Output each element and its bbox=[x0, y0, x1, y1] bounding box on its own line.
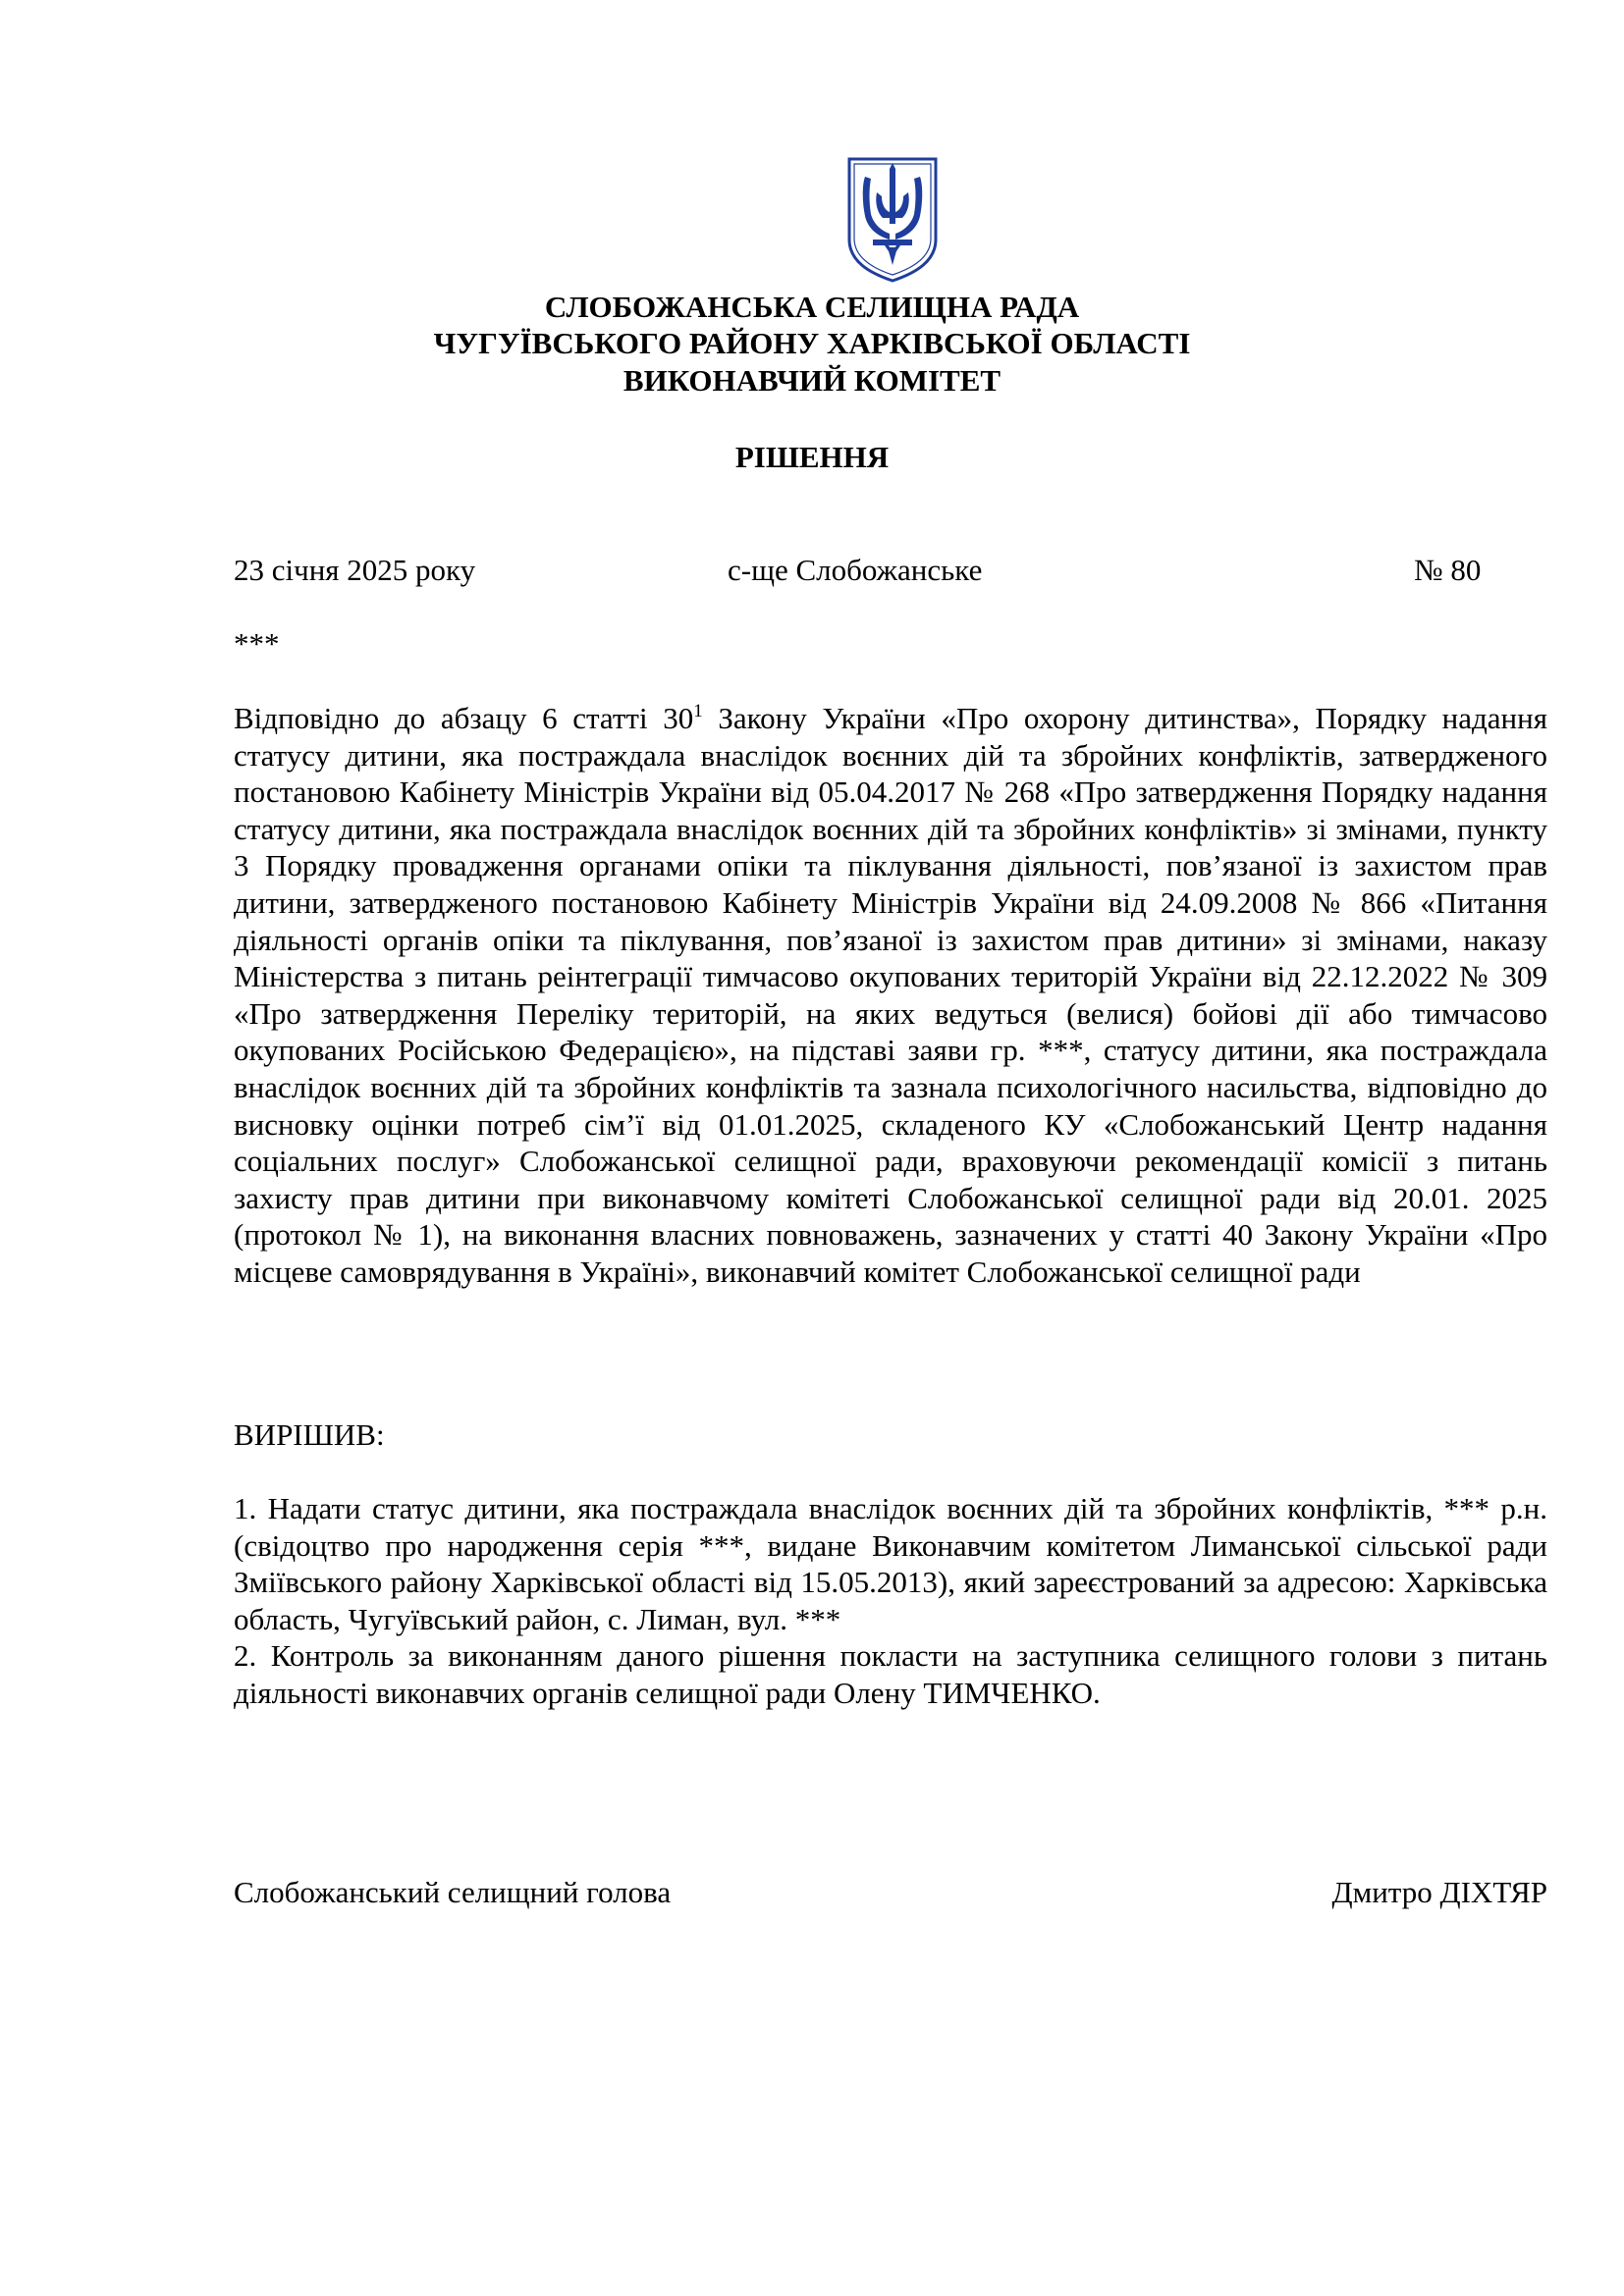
decision-item: 2. Контроль за виконанням даного рішення покласти на заступника селищного голови з питань діяльності виконавчих органів селищної ради Олену ТИМЧЕНКО. bbox=[234, 1638, 1547, 1710]
decision-list bbox=[234, 1490, 1547, 1712]
preamble-superscript: 1 bbox=[693, 701, 703, 721]
council-name: СЛОБОЖАНСЬКА СЕЛИЩНА РАДА bbox=[544, 290, 1080, 324]
document-type: РІШЕННЯ bbox=[734, 440, 890, 474]
district-name: ЧУГУЇВСЬКОГО РАЙОНУ ХАРКІВСЬКОЇ ОБЛАСТІ bbox=[433, 326, 1191, 360]
document-date: 23 січня 2025 року bbox=[234, 553, 476, 587]
tryzub-coat-of-arms-icon bbox=[845, 155, 940, 285]
preamble-paragraph bbox=[234, 700, 1547, 1291]
preamble-text-start: Відповідно до абзацу 6 статті 30 bbox=[234, 701, 694, 735]
signatory-position: Слобожанський селищний голова bbox=[234, 1875, 672, 1909]
preamble-text-rest: Закону України «Про охорону дитинства», Порядку надання статусу дитини, яка постраждала внаслідок воєнних дій та збройних конфліктів, затвердженого постановою Кабінету Міністрів України від 05.04.2017 № 268 «Про затвердження Порядку надання статусу дитини, яка постраждала внаслідок воєнних дій та збройних конфліктів» зі змінами, пункту 3 Порядку провадження органами опіки та піклування діяльності, пов’язаної із захистом прав дитини, затвердженого постановою Кабінету Міністрів України від 24.09.2008 № 866 «Питання діяльності органів опіки та піклування, пов’язаної із захистом прав дитини» зі змінами, наказу Міністерства з питань реінтеграції тимчасово окупованих територій України від 22.12.2022 № 309 «Про затвердження Переліку територій, на яких ведуться (велися) бойові дії або тимчасово окупованих Російською Федерацією», на підставі заяви гр. ***, статусу дитини, яка постраждала внаслідок воєнних дій та збройних конфліктів та зазнала психологічного насильства, відповідно до висновку оцінки потреб сім’ї від 01.01.2025, складеного КУ «Слобожанський Центр надання соціальних послуг» Слобожанської селищної ради, враховуючи рекомендації комісії з питань захисту прав дитини при виконавчому комітеті Слобожанської селищної ради від 20.01. 2025 (протокол № 1), на виконання власних повноважень, зазначених у статті 40 Закону України «Про місцеве самоврядування в Україні», виконавчий комітет Слобожанської селищної ради bbox=[234, 701, 1547, 1289]
decided-label: ВИРІШИВ: bbox=[234, 1417, 385, 1452]
document-number: № 80 bbox=[1414, 553, 1482, 587]
signatory-name: Дмитро ДІХТЯР bbox=[1331, 1875, 1547, 1909]
committee-name: ВИКОНАВЧИЙ КОМІТЕТ bbox=[623, 363, 1001, 398]
document-place: с-ще Слобожанське bbox=[728, 553, 983, 587]
document-subject: *** bbox=[234, 626, 280, 661]
decision-item: 1. Надати статус дитини, яка постраждала внаслідок воєнних дій та збройних конфліктів, *** р.н. (свідоцтво про народження серія ***, видане Виконавчим комітетом Лиманської сільської ради Зміївського району Харківської області від 15.05.2013), який зареєстрований за адресою: Харківська область, Чугуївський район, с. Лиман, вул. *** bbox=[234, 1491, 1547, 1636]
